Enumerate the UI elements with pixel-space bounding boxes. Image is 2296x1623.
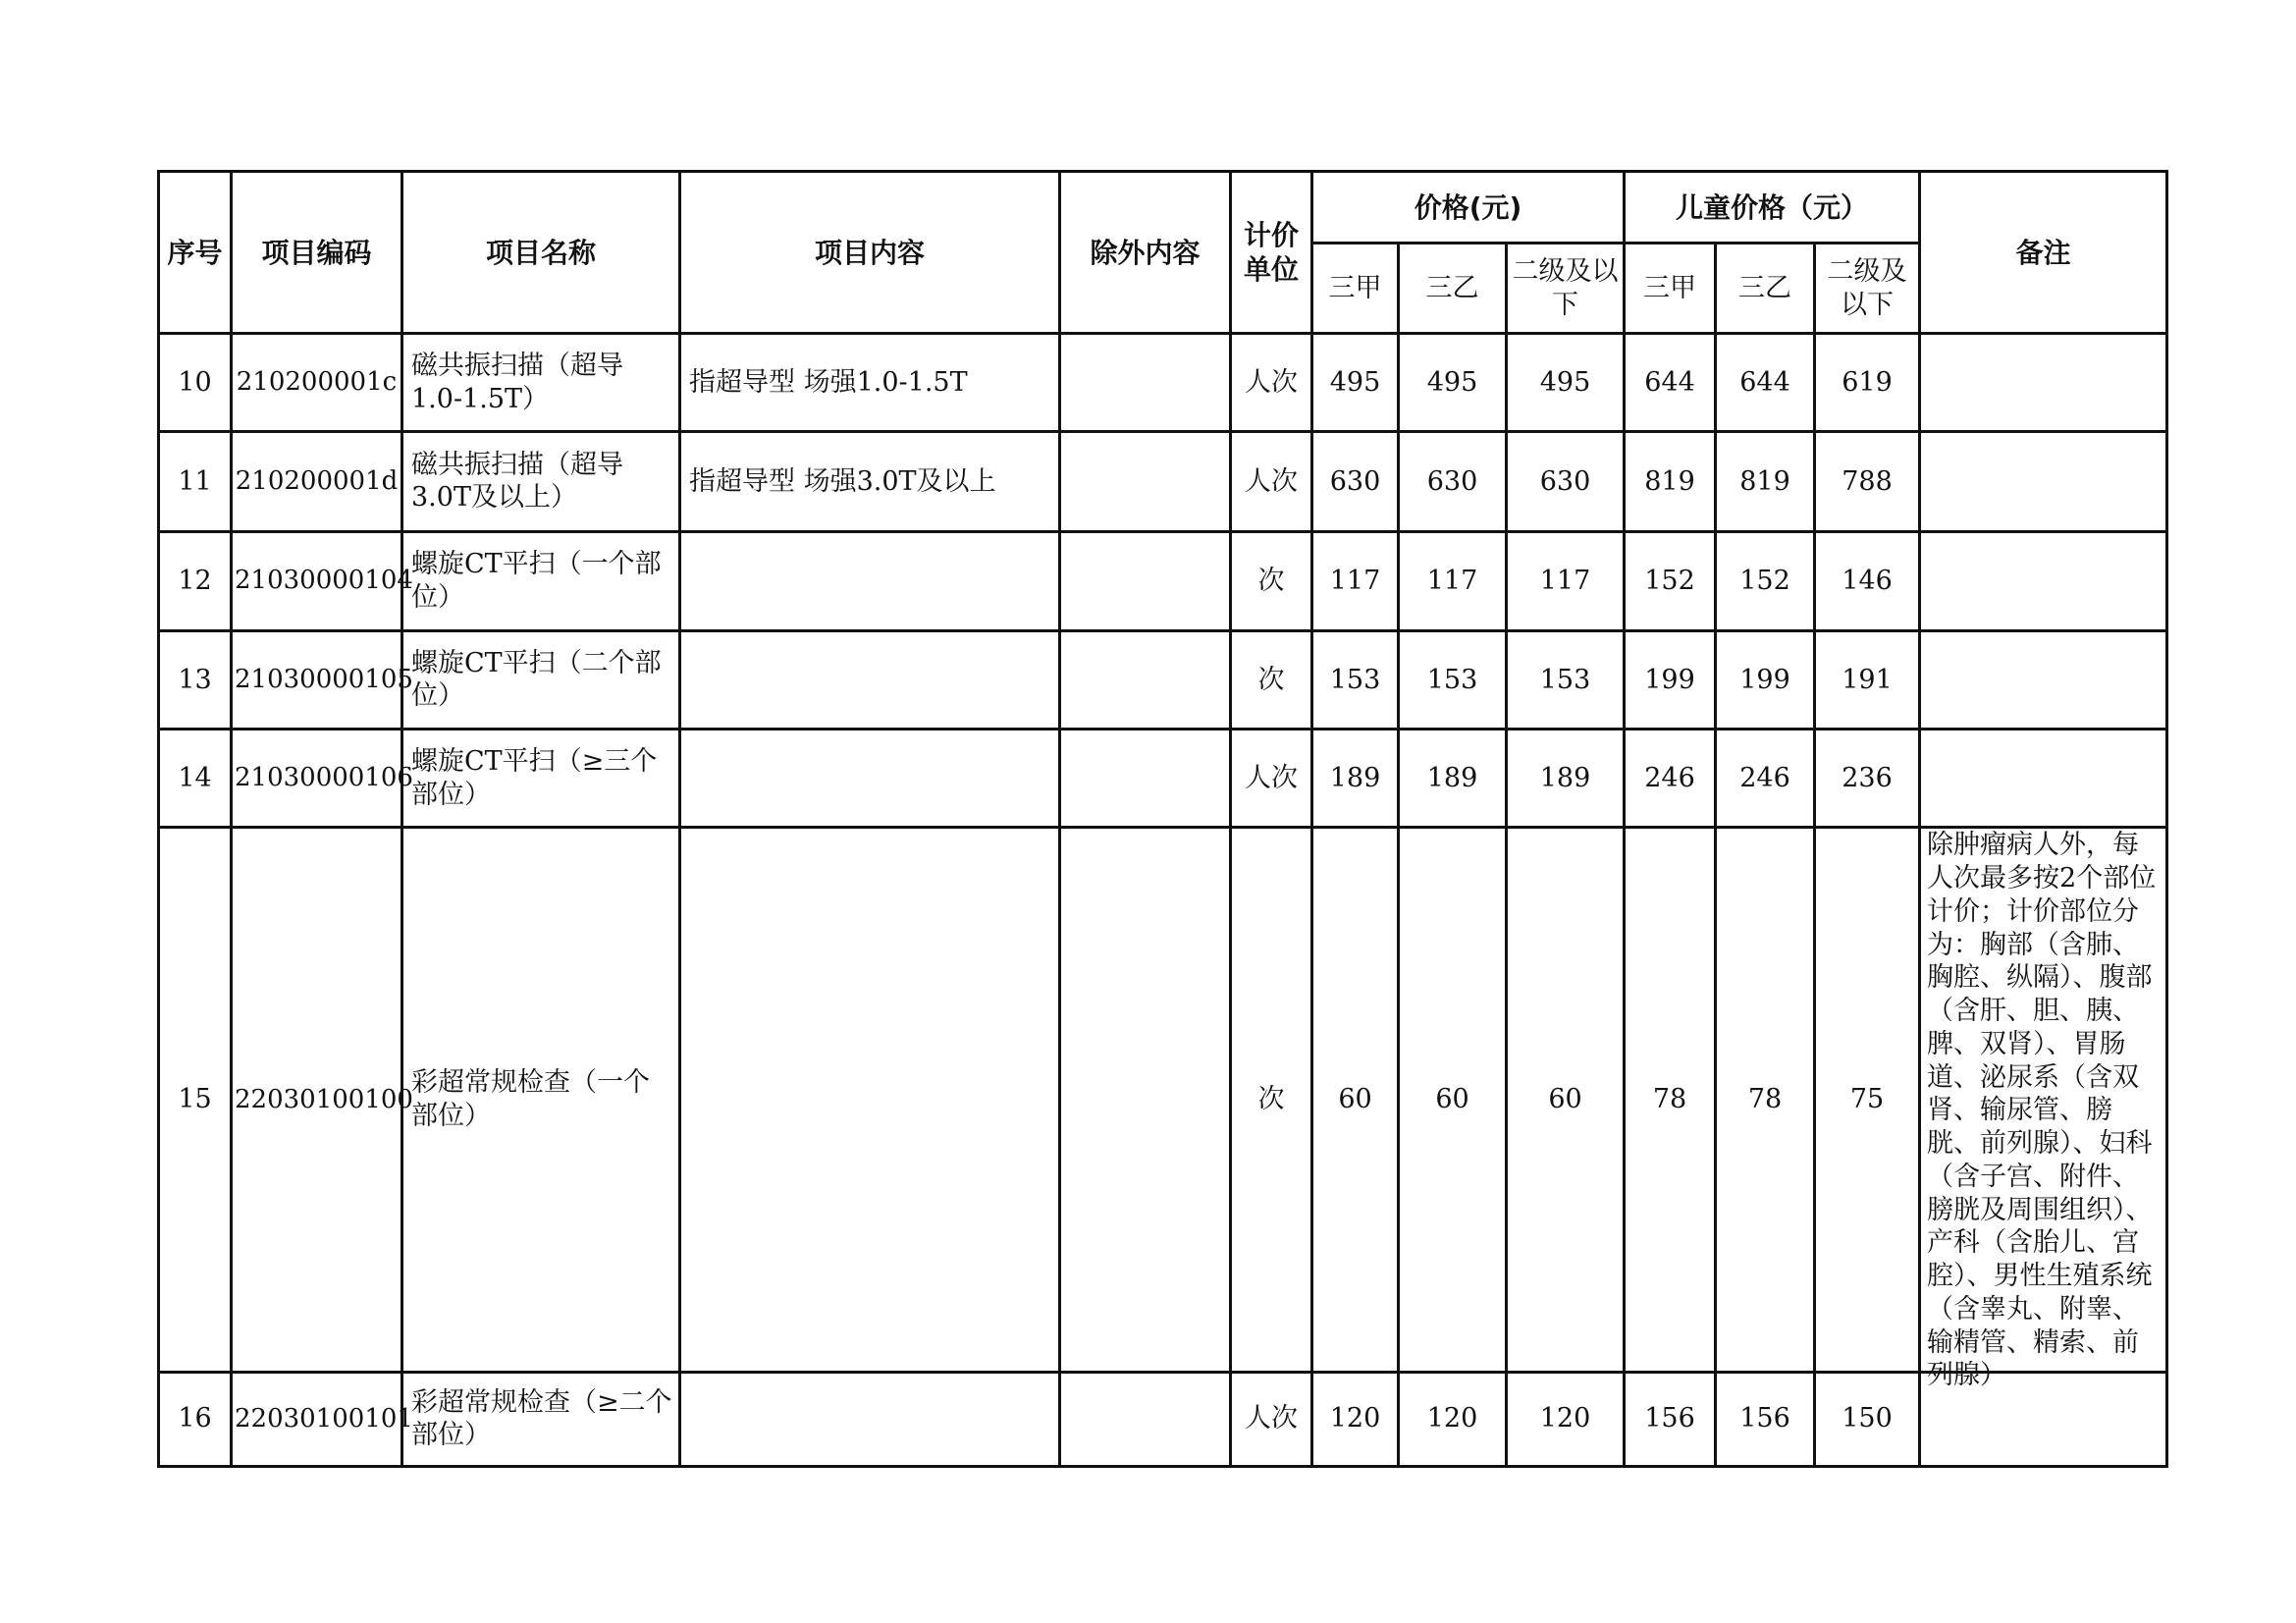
row-excluded — [1060, 730, 1231, 828]
row-child-price: 788 — [1815, 432, 1920, 531]
row-name: 螺旋CT平扫（二个部位） — [402, 630, 680, 729]
row-name: 螺旋CT平扫（一个部位） — [402, 531, 680, 630]
header-seq: 序号 — [159, 172, 232, 334]
row-price: 60 — [1399, 828, 1507, 1372]
row-child-price: 199 — [1716, 630, 1815, 729]
table-row — [159, 432, 2167, 531]
row-price: 630 — [1507, 432, 1625, 531]
row-child-price: 246 — [1716, 730, 1815, 828]
row-unit: 次 — [1231, 828, 1312, 1372]
row-excluded — [1060, 334, 1231, 432]
row-price: 117 — [1399, 531, 1507, 630]
header-name: 项目名称 — [402, 172, 680, 334]
row-content — [680, 730, 1060, 828]
table-row — [159, 531, 2167, 630]
row-seq: 15 — [159, 828, 232, 1372]
row-child-price: 819 — [1716, 432, 1815, 531]
row-child-price: 78 — [1625, 828, 1716, 1372]
header-child-tier: 三乙 — [1716, 243, 1815, 334]
row-code: 210200001c — [232, 334, 402, 432]
table-row — [159, 630, 2167, 729]
row-child-price: 644 — [1716, 334, 1815, 432]
row-content — [680, 1372, 1060, 1466]
row-remark — [1920, 828, 2167, 1391]
row-price: 189 — [1507, 730, 1625, 828]
price-table — [157, 170, 2168, 1468]
row-child-price: 156 — [1716, 1372, 1815, 1466]
row-content — [680, 630, 1060, 729]
row-price: 189 — [1399, 730, 1507, 828]
row-price: 630 — [1312, 432, 1399, 531]
row-excluded — [1060, 630, 1231, 729]
header-remark: 备注 — [1920, 172, 2167, 334]
header-row-1 — [159, 172, 2167, 243]
row-seq: 11 — [159, 432, 232, 531]
row-price: 120 — [1399, 1372, 1507, 1466]
row-code: 21030000104 — [232, 531, 402, 630]
row-seq: 14 — [159, 730, 232, 828]
row-child-price: 236 — [1815, 730, 1920, 828]
row-child-price: 150 — [1815, 1372, 1920, 1466]
row-unit: 人次 — [1231, 334, 1312, 432]
row-price: 495 — [1312, 334, 1399, 432]
row-price: 117 — [1312, 531, 1399, 630]
header-code: 项目编码 — [232, 172, 402, 334]
row-child-price: 819 — [1625, 432, 1716, 531]
row-name: 磁共振扫描（超导3.0T及以上） — [402, 432, 680, 531]
row-excluded — [1060, 1372, 1231, 1466]
header-child-tier: 二级及以下 — [1815, 243, 1920, 334]
row-child-price: 619 — [1815, 334, 1920, 432]
row-child-price: 199 — [1625, 630, 1716, 729]
row-seq: 13 — [159, 630, 232, 729]
row-price: 630 — [1399, 432, 1507, 531]
row-unit: 次 — [1231, 630, 1312, 729]
row-price: 117 — [1507, 531, 1625, 630]
row-remark — [1920, 432, 2167, 531]
header-price-group: 价格(元) — [1312, 172, 1625, 243]
table-row — [159, 1372, 2167, 1466]
row-content: 指超导型 场强3.0T及以上 — [680, 432, 1060, 531]
header-child-price-group: 儿童价格（元） — [1625, 172, 1920, 243]
row-code: 21030000105 — [232, 630, 402, 729]
header-content: 项目内容 — [680, 172, 1060, 334]
row-seq: 10 — [159, 334, 232, 432]
row-code: 210200001d — [232, 432, 402, 531]
row-remark — [1920, 334, 2167, 432]
row-excluded — [1060, 828, 1231, 1372]
row-name: 磁共振扫描（超导1.0-1.5T） — [402, 334, 680, 432]
row-seq: 16 — [159, 1372, 232, 1466]
row-price: 153 — [1507, 630, 1625, 729]
header-tier: 三甲 — [1312, 243, 1399, 334]
row-content — [680, 531, 1060, 630]
row-price: 120 — [1312, 1372, 1399, 1466]
row-price: 495 — [1399, 334, 1507, 432]
row-price: 189 — [1312, 730, 1399, 828]
row-child-price: 156 — [1625, 1372, 1716, 1466]
table-row — [159, 730, 2167, 828]
row-excluded — [1060, 432, 1231, 531]
row-remark — [1920, 630, 2167, 729]
row-code: 22030100100 — [232, 828, 402, 1372]
header-tier: 三乙 — [1399, 243, 1507, 334]
header-tier: 二级及以下 — [1507, 243, 1625, 334]
table-row — [159, 828, 2167, 1372]
row-excluded — [1060, 531, 1231, 630]
row-child-price: 152 — [1625, 531, 1716, 630]
row-price: 60 — [1312, 828, 1399, 1372]
row-child-price: 146 — [1815, 531, 1920, 630]
header-unit: 计价单位 — [1231, 172, 1312, 334]
row-child-price: 246 — [1625, 730, 1716, 828]
row-remark — [1920, 730, 2167, 828]
row-price: 60 — [1507, 828, 1625, 1372]
row-unit: 人次 — [1231, 1372, 1312, 1466]
row-unit: 人次 — [1231, 432, 1312, 531]
row-code: 22030100101 — [232, 1372, 402, 1466]
row-child-price: 191 — [1815, 630, 1920, 729]
row-child-price: 75 — [1815, 828, 1920, 1372]
row-remark-text: 除肿瘤病人外，每人次最多按2个部位计价；计价部位分为：胸部（含肺、胸腔、纵隔）、腹部（含肝、胆、胰、脾、双肾）、胃肠道、泌尿系（含双肾、输尿管、膀胱、前列腺）、妇科（含子宫、附件、膀胱及周围组织）、产科（含胎儿、宫腔）、男性生殖系统（含睾丸、附睾、输精管、精索、前列腺） — [1927, 830, 2157, 1391]
row-seq: 12 — [159, 531, 232, 630]
header-child-tier: 三甲 — [1625, 243, 1716, 334]
header-excluded: 除外内容 — [1060, 172, 1231, 334]
row-content — [680, 828, 1060, 1372]
row-price: 153 — [1312, 630, 1399, 729]
row-price: 495 — [1507, 334, 1625, 432]
row-price: 120 — [1507, 1372, 1625, 1466]
row-child-price: 152 — [1716, 531, 1815, 630]
row-price: 153 — [1399, 630, 1507, 729]
row-child-price: 78 — [1716, 828, 1815, 1372]
row-unit: 次 — [1231, 531, 1312, 630]
row-remark — [1920, 531, 2167, 630]
row-name: 彩超常规检查（一个部位） — [402, 828, 680, 1372]
row-name: 螺旋CT平扫（≥三个部位） — [402, 730, 680, 828]
row-content: 指超导型 场强1.0-1.5T — [680, 334, 1060, 432]
row-code: 21030000106 — [232, 730, 402, 828]
row-unit: 人次 — [1231, 730, 1312, 828]
row-name: 彩超常规检查（≥二个部位） — [402, 1372, 680, 1466]
row-child-price: 644 — [1625, 334, 1716, 432]
table-row — [159, 334, 2167, 432]
